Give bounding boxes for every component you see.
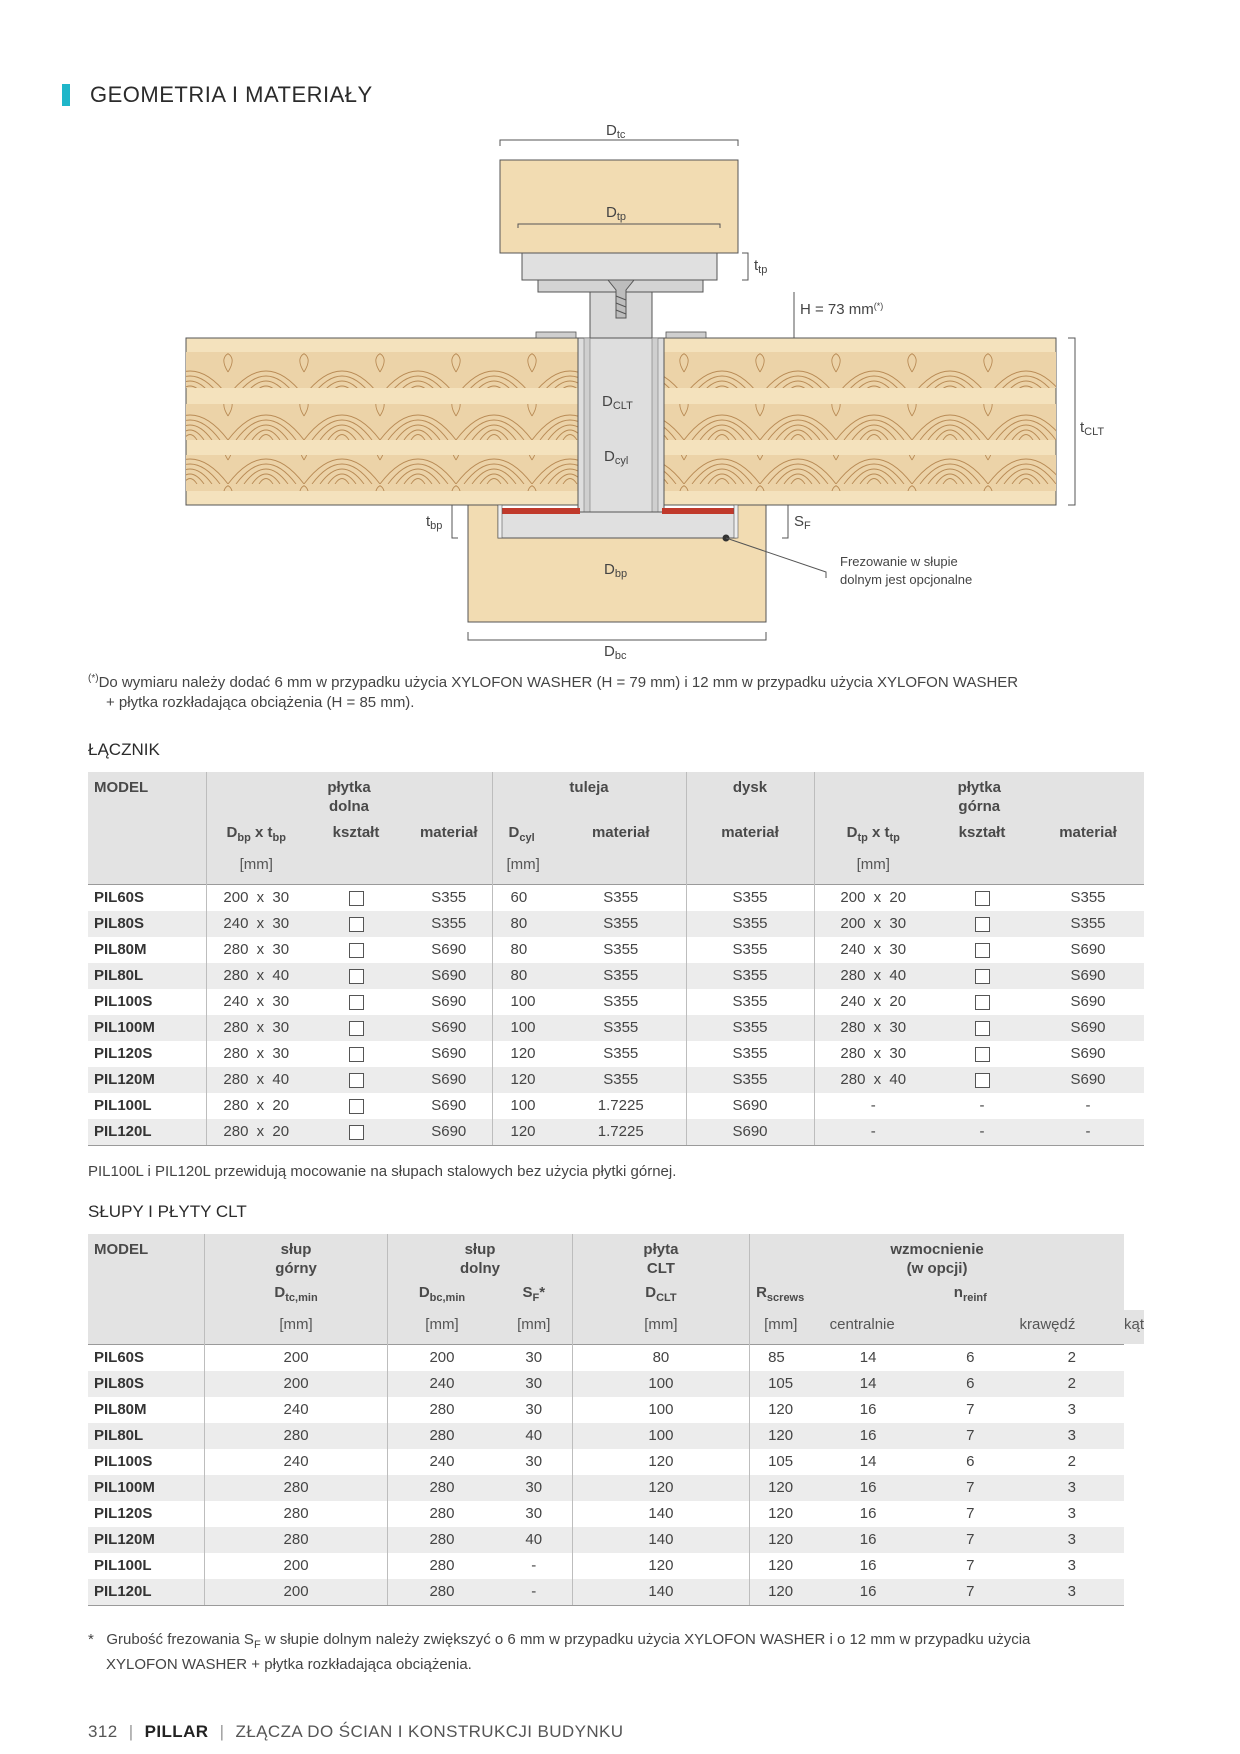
top-material-cell: S690 (1070, 941, 1106, 958)
disc-material-cell: S355 (686, 1015, 814, 1041)
rscrews-cell: 120 (768, 1401, 794, 1418)
th-dclt: $D_{CLT}$ (572, 1278, 749, 1310)
top-material-cell: S690 (1032, 1015, 1144, 1041)
model-cell: PIL100M (88, 1015, 206, 1041)
top-material-cell: - (1032, 1119, 1144, 1146)
bottom-material-cell: S690 (406, 937, 492, 963)
disc-material-cell: S355 (686, 1041, 814, 1067)
table-row (88, 911, 1144, 937)
th-unit: [mm] (204, 1310, 387, 1344)
svg-text:SF: $S_F$ (794, 513, 811, 532)
edge-cell: 7 (921, 1423, 1019, 1449)
dtc-cell: 240 (204, 1449, 387, 1475)
dtc-cell: 200 (204, 1553, 387, 1579)
table-row (88, 1119, 1144, 1146)
th-material-bottom: materiał (406, 816, 492, 850)
table-row (88, 1423, 1144, 1449)
model-cell: PIL120S (88, 1041, 206, 1067)
table-row (88, 1093, 1144, 1119)
upper-column (500, 160, 738, 253)
sf-cell: 30 (496, 1344, 573, 1371)
cyl-cell: 80 (492, 911, 556, 937)
bottom-shape-cell (306, 989, 406, 1015)
bottom-dims-cell: 280x20 (206, 1119, 306, 1146)
disc-material-cell: S355 (686, 937, 814, 963)
table-row (88, 1397, 1144, 1423)
dtc-cell: 280 (204, 1423, 387, 1449)
th-material-tube: materiał (556, 816, 686, 850)
top-material-cell: S690 (1032, 1067, 1144, 1093)
th-unit: [mm] (388, 1310, 496, 1344)
table2-title: SŁUPY I PŁYTY CLT (88, 1202, 247, 1221)
dbc-cell: 280 (388, 1527, 496, 1553)
sf-cell: 30 (496, 1501, 573, 1527)
dbc-cell: 280 (429, 1557, 455, 1574)
columns-clt-table (88, 1234, 1144, 1606)
rscrews-cell: 120 (768, 1505, 794, 1522)
dtc-cell: 200 (204, 1371, 387, 1397)
dbc-cell: 240 (388, 1371, 496, 1397)
top-dims-cell: 280x30 (840, 1045, 907, 1062)
th-unit: [mm] (496, 1310, 573, 1344)
central-cell: 16 (815, 1423, 921, 1449)
sf-cell: - (496, 1553, 573, 1579)
svg-text:Dtp: $D_{tp}$ (606, 204, 627, 223)
central-cell: 14 (815, 1344, 921, 1371)
top-material-cell: S355 (1032, 911, 1144, 937)
top-material-cell: S355 (1032, 884, 1144, 911)
central-cell: 16 (815, 1579, 921, 1606)
th-top-plate: płytka górna (814, 772, 1144, 816)
th-upper-column: słup górny (204, 1234, 387, 1278)
model-cell: PIL120S (88, 1501, 204, 1527)
cyl-cell: 80 (510, 941, 528, 958)
table-row (88, 884, 1144, 911)
sf-cell: 30 (496, 1449, 573, 1475)
tube-material-cell: S355 (556, 884, 686, 911)
table1-title: ŁĄCZNIK (88, 740, 160, 759)
model-cell: PIL120L (88, 1579, 204, 1606)
edge-cell: 6 (966, 1453, 975, 1470)
top-shape-cell: - (932, 1119, 1032, 1146)
model-cell: PIL100S (88, 989, 206, 1015)
bottom-dims-cell: 200x30 (206, 884, 306, 911)
cyl-cell: 100 (492, 1015, 556, 1041)
tube-material-cell: S355 (556, 937, 686, 963)
dbc-cell: 280 (388, 1475, 496, 1501)
bottom-dims-cell: 280x30 (206, 1015, 306, 1041)
dbc-cell: 280 (429, 1401, 455, 1418)
svg-text:tCLT: $t_{CLT}$ (1080, 419, 1105, 438)
tube (578, 338, 664, 512)
model-cell: PIL100L (88, 1093, 206, 1119)
sf-cell: 30 (496, 1397, 573, 1423)
angle-cell: 3 (1067, 1557, 1076, 1574)
top-dims-cell: 200x20 (814, 884, 932, 911)
page-number: 312 (88, 1722, 118, 1741)
angle-cell: 3 (1020, 1423, 1124, 1449)
bottom-dims-cell: 240x30 (206, 911, 306, 937)
square-shape-icon (349, 1125, 364, 1140)
rscrews-cell: 105 (768, 1453, 794, 1470)
top-shape-cell (932, 1015, 1032, 1041)
top-shape-cell (932, 1067, 1032, 1093)
dclt-cell: 120 (572, 1475, 749, 1501)
dtc-cell: 280 (204, 1501, 387, 1527)
central-cell: 16 (859, 1505, 877, 1522)
bottom-dims-cell: 280x40 (206, 1067, 306, 1093)
disc-material-cell: S690 (686, 1119, 814, 1146)
model-cell: PIL120M (88, 1527, 204, 1553)
table-row (88, 1579, 1144, 1606)
bottom-shape-cell (306, 963, 406, 989)
bottom-shape-cell (306, 884, 406, 911)
angle-cell: 3 (1067, 1505, 1076, 1522)
square-shape-icon (349, 995, 364, 1010)
bottom-shape-cell (306, 1119, 406, 1146)
dbc-cell: 280 (429, 1505, 455, 1522)
table-row (88, 1527, 1144, 1553)
dclt-cell: 140 (572, 1579, 749, 1606)
dclt-cell: 100 (572, 1371, 749, 1397)
top-shape-cell (932, 989, 1032, 1015)
dbc-cell: 280 (388, 1579, 496, 1606)
table-row (88, 1449, 1144, 1475)
edge-cell: 6 (921, 1344, 1019, 1371)
connector-table (88, 772, 1144, 1146)
dclt-cell: 80 (572, 1344, 749, 1371)
th-unit: [mm] (814, 850, 932, 884)
top-material-cell: S690 (1070, 993, 1106, 1010)
top-dims-cell: 280x40 (814, 963, 932, 989)
section-title (62, 82, 373, 108)
svg-text:H = 73 mm(*): H = 73 mm(*) (800, 301, 884, 318)
table1-note: PIL100L i PIL120L przewidują mocowanie na słupach stalowych bez użycia płytki górnej. (88, 1163, 677, 1180)
cyl-cell: 100 (510, 993, 536, 1010)
square-shape-icon (975, 995, 990, 1010)
table-row (88, 937, 1144, 963)
table-row (88, 1553, 1144, 1579)
central-cell: 16 (859, 1557, 877, 1574)
table-row (88, 1371, 1144, 1397)
th-clt-panel: płyta CLT (572, 1234, 749, 1278)
square-shape-icon (349, 969, 364, 984)
edge-cell: 6 (921, 1371, 1019, 1397)
disc-material-cell: S355 (686, 989, 814, 1015)
square-shape-icon (349, 943, 364, 958)
tube-material-cell: S355 (556, 911, 686, 937)
svg-text:ttp: $t_{tp}$ (754, 257, 768, 276)
milling-note-1: Frezowanie w słupie (840, 554, 958, 569)
th-edge: krawędź (1020, 1310, 1124, 1344)
bottom-material-cell: S690 (406, 1041, 492, 1067)
bottom-material-cell: S355 (406, 884, 492, 911)
th-unit: [mm] (492, 850, 556, 884)
note-asterisk: (*)Do wymiaru należy dodać 6 mm w przypadku użycia XYLOFON WASHER (H = 79 mm) i 12 mm w przypadku użycia XYLOFON WASHER + płytka rozkładająca obciążenia (H = 85 mm). (88, 673, 1019, 711)
th-dtc-min: $D_{tc,min}$ (204, 1278, 387, 1310)
central-cell: 16 (859, 1401, 877, 1418)
table-row (88, 989, 1144, 1015)
disc-material-cell: S690 (686, 1093, 814, 1119)
dbc-cell: 280 (388, 1423, 496, 1449)
dclt-cell: 140 (572, 1527, 749, 1553)
angle-cell: 2 (1020, 1344, 1124, 1371)
tube-material-cell: S355 (556, 1067, 686, 1093)
model-cell: PIL100M (88, 1475, 204, 1501)
edge-cell: 7 (921, 1527, 1019, 1553)
table-row (88, 1067, 1144, 1093)
model-cell: PIL80L (88, 963, 206, 989)
dtc-cell: 200 (204, 1579, 387, 1606)
bottom-shape-cell (306, 1015, 406, 1041)
th-lower-column: słup dolny (388, 1234, 573, 1278)
model-cell: PIL100S (88, 1449, 204, 1475)
th-unit: [mm] (750, 1310, 816, 1344)
pillar-connection-diagram (0, 120, 1240, 680)
top-dims-cell: 280x40 (814, 1067, 932, 1093)
square-shape-icon (975, 969, 990, 984)
model-cell: PIL100L (88, 1553, 204, 1579)
angle-cell: 3 (1020, 1527, 1124, 1553)
cyl-cell: 100 (510, 1097, 536, 1114)
square-shape-icon (349, 1047, 364, 1062)
bottom-material-cell: S690 (406, 1119, 492, 1146)
th-central: centralnie (815, 1310, 1019, 1344)
bottom-dims-cell: 280x30 (223, 1045, 290, 1062)
square-shape-icon (349, 1099, 364, 1114)
dclt-cell: 100 (572, 1397, 749, 1423)
th-unit: [mm] (572, 1310, 749, 1344)
rscrews-cell: 120 (768, 1557, 794, 1574)
cyl-cell: 60 (492, 884, 556, 911)
model-cell: PIL60S (88, 884, 206, 911)
disc-material-cell: S355 (686, 1067, 814, 1093)
sf-cell: 30 (496, 1475, 573, 1501)
svg-text:Dtc: $D_{tc}$ (606, 122, 626, 141)
bottom-dims-cell: 280x30 (223, 941, 290, 958)
svg-text:Dcyl: $D_{cyl}$ (604, 448, 629, 467)
bottom-shape-cell (306, 937, 406, 963)
central-cell: 14 (859, 1453, 877, 1470)
sf-cell: 30 (496, 1371, 573, 1397)
th-dbc-min: $D_{bc,min}$ (388, 1278, 496, 1310)
angle-cell: 2 (1067, 1453, 1076, 1470)
cyl-cell: 80 (492, 963, 556, 989)
dbc-cell: 240 (429, 1453, 455, 1470)
bottom-material-cell: S690 (406, 963, 492, 989)
th-angle: kąt (1124, 1310, 1144, 1344)
square-shape-icon (349, 1073, 364, 1088)
page-footer: 312 | PILLAR | ZŁĄCZA DO ŚCIAN I KONSTRUKCJI BUDYNKU (88, 1722, 624, 1741)
tube-material-cell: 1.7225 (556, 1119, 686, 1146)
sf-cell: 40 (496, 1423, 573, 1449)
square-shape-icon (975, 1073, 990, 1088)
th-dbp-tbp: $D_{bp}$ x $t_{bp}$ (206, 816, 306, 850)
model-cell: PIL80S (88, 1371, 204, 1397)
tube-material-cell: S355 (556, 963, 686, 989)
table-row (88, 1041, 1144, 1067)
rscrews-cell: 120 (750, 1423, 816, 1449)
tube-material-cell: S355 (556, 1015, 686, 1041)
disc-material-cell: S355 (686, 911, 814, 937)
bottom-dims-cell: 240x30 (223, 993, 290, 1010)
top-dims-cell: 240x20 (840, 993, 907, 1010)
bottom-dims-cell: 280x20 (223, 1097, 290, 1114)
table-row (88, 1344, 1144, 1371)
bottom-material-cell: S690 (406, 1067, 492, 1093)
bottom-material-cell: S355 (406, 911, 492, 937)
disc-material-cell: S355 (686, 884, 814, 911)
sf-cell: - (496, 1579, 573, 1606)
svg-text:Dbp: $D_{bp}$ (604, 561, 628, 580)
dtc-cell: 200 (204, 1344, 387, 1371)
table-row (88, 1501, 1144, 1527)
edge-cell: 7 (966, 1557, 975, 1574)
bottom-material-cell: S690 (406, 1093, 492, 1119)
bottom-shape-cell (306, 1041, 406, 1067)
top-material-cell: S690 (1070, 1045, 1106, 1062)
model-cell: PIL80L (88, 1423, 204, 1449)
th-sf: $S_F*$ (496, 1278, 573, 1310)
dtc-cell: 280 (204, 1527, 387, 1553)
top-shape-cell (932, 937, 1032, 963)
th-dcyl: $D_{cyl}$ (492, 816, 556, 850)
table-row (88, 1475, 1144, 1501)
bottom-shape-cell (306, 1067, 406, 1093)
footer-brand: PILLAR (144, 1722, 209, 1741)
bottom-dims-cell: 280x40 (206, 963, 306, 989)
top-material-cell: - (1085, 1097, 1091, 1114)
top-plate (522, 253, 717, 280)
th-reinforcement: wzmocnienie (w opcji) (750, 1234, 1124, 1278)
central-cell: 14 (815, 1371, 921, 1397)
th-model: MODEL (88, 1234, 204, 1344)
bottom-shape-cell (306, 911, 406, 937)
th-material-disc: materiał (686, 816, 814, 850)
dtc-cell: 240 (204, 1397, 387, 1423)
dtc-cell: 280 (204, 1475, 387, 1501)
square-shape-icon (349, 891, 364, 906)
edge-cell: 7 (921, 1579, 1019, 1606)
square-shape-icon (975, 943, 990, 958)
table2-note: * Grubość frezowania $S_F$ w słupie dolnym należy zwiększyć o 6 mm w przypadku użycia XYLOFON WASHER i o 12 mm w przypadku użycia XYLOFON WASHER + płytka rozkładająca obciążenia. (88, 1631, 1031, 1673)
edge-cell: 7 (966, 1401, 975, 1418)
th-dtp-ttp: $D_{tp}$ x $t_{tp}$ (814, 816, 932, 850)
top-shape-cell: - (979, 1097, 985, 1114)
tube-material-cell: S355 (556, 1041, 686, 1067)
bottom-plate (500, 512, 736, 538)
svg-text:DCLT: $D_{CLT}$ (602, 393, 633, 412)
th-bottom-plate: płytka dolna (206, 772, 492, 816)
central-cell: 16 (815, 1527, 921, 1553)
top-dims-cell: - (870, 1097, 876, 1114)
rscrews-cell: 120 (750, 1527, 816, 1553)
th-model: MODEL (88, 772, 206, 884)
dclt-cell: 100 (572, 1423, 749, 1449)
dbc-cell: 200 (388, 1344, 496, 1371)
th-nreinf: $n_{reinf}$ (921, 1278, 1019, 1310)
th-material-top: materiał (1032, 816, 1144, 850)
cyl-cell: 120 (492, 1067, 556, 1093)
top-dims-cell: - (814, 1119, 932, 1146)
bottom-material-cell: S690 (406, 989, 492, 1015)
model-cell: PIL80M (88, 937, 206, 963)
rscrews-cell: 120 (750, 1579, 816, 1606)
th-disc: dysk (686, 772, 814, 816)
footer-chapter: ZŁĄCZA DO ŚCIAN I KONSTRUKCJI BUDYNKU (235, 1722, 624, 1741)
square-shape-icon (975, 1021, 990, 1036)
th-tube: tuleja (492, 772, 686, 816)
rscrews-cell: 85 (750, 1344, 816, 1371)
central-cell: 16 (815, 1475, 921, 1501)
top-shape-cell (932, 1041, 1032, 1067)
dclt-cell: 120 (572, 1449, 749, 1475)
angle-cell: 3 (1067, 1401, 1076, 1418)
table-row (88, 1015, 1144, 1041)
bottom-shape-cell (306, 1093, 406, 1119)
model-cell: PIL60S (88, 1344, 204, 1371)
sf-cell: 40 (496, 1527, 573, 1553)
square-shape-icon (975, 917, 990, 932)
angle-cell: 3 (1020, 1579, 1124, 1606)
square-shape-icon (349, 1021, 364, 1036)
th-shape-bottom: kształt (306, 816, 406, 850)
model-cell: PIL80S (88, 911, 206, 937)
edge-cell: 7 (966, 1505, 975, 1522)
th-shape-top: kształt (932, 816, 1032, 850)
model-cell: PIL120L (88, 1119, 206, 1146)
rscrews-cell: 105 (750, 1371, 816, 1397)
section-title-text: GEOMETRIA I MATERIAŁY (90, 82, 373, 107)
square-shape-icon (349, 917, 364, 932)
disc-material-cell: S355 (686, 963, 814, 989)
square-shape-icon (975, 891, 990, 906)
svg-text:Dbc: $D_{bc}$ (604, 643, 627, 662)
table-row (88, 963, 1144, 989)
top-shape-cell (932, 884, 1032, 911)
svg-text:tbp: $t_{bp}$ (426, 513, 443, 532)
top-shape-cell (932, 963, 1032, 989)
tube-material-cell: S355 (556, 989, 686, 1015)
angle-cell: 2 (1020, 1371, 1124, 1397)
model-cell: PIL80M (88, 1397, 204, 1423)
cyl-cell: 120 (492, 1119, 556, 1146)
milling-note-2: dolnym jest opcjonalne (840, 572, 973, 587)
angle-cell: 3 (1020, 1475, 1124, 1501)
dclt-cell: 120 (572, 1553, 749, 1579)
tube-material-cell: 1.7225 (556, 1093, 686, 1119)
top-dims-cell: 200x30 (814, 911, 932, 937)
th-unit: [mm] (206, 850, 306, 884)
top-shape-cell (932, 911, 1032, 937)
edge-cell: 7 (921, 1475, 1019, 1501)
th-rscrews: $R_{screws}$ (750, 1278, 816, 1310)
dim-dtc: D (606, 122, 617, 139)
rscrews-cell: 120 (750, 1475, 816, 1501)
cyl-cell: 120 (510, 1045, 536, 1062)
dclt-cell: 140 (572, 1501, 749, 1527)
top-dims-cell: 240x30 (840, 941, 907, 958)
top-dims-cell: 280x30 (814, 1015, 932, 1041)
section-accent-bar (62, 84, 70, 106)
square-shape-icon (975, 1047, 990, 1062)
model-cell: PIL120M (88, 1067, 206, 1093)
bottom-material-cell: S690 (406, 1015, 492, 1041)
top-material-cell: S690 (1032, 963, 1144, 989)
